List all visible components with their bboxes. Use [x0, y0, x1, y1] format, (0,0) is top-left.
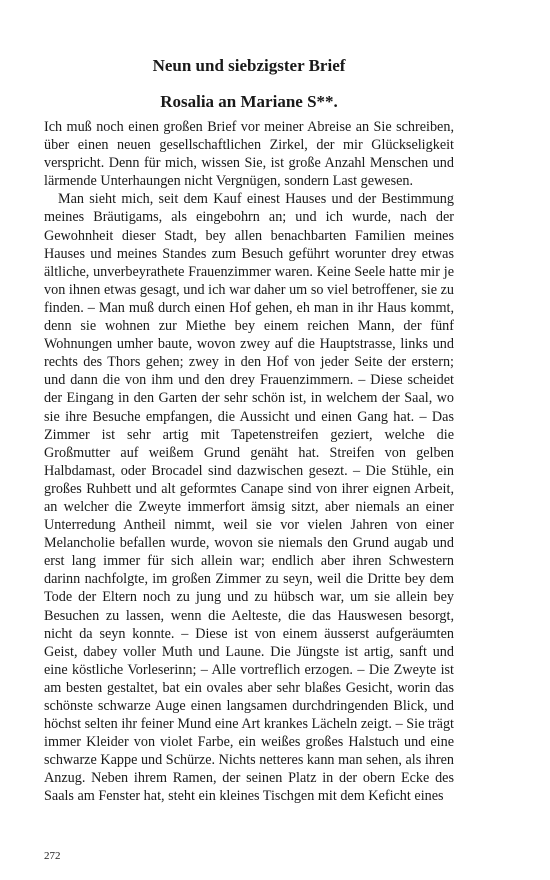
paragraph: Ich muß noch einen großen Brief vor meiner Abreise an Sie schreiben, über einen neuen gesellschaftlichen Zirkel, der mir Glückseligkeit verspricht. Denn für mich, wissen Sie, ist große Anzahl Menschen und lärmende Unterhaungen nicht Vergnügen, sondern Last gewesen.: [44, 119, 454, 190]
body-text: [44, 118, 454, 806]
letter-heading: Rosalia an Mariane S**.: [160, 92, 338, 111]
paragraph: Man sieht mich, seit dem Kauf einest Hauses und der Bestimmung meines Bräutigams, als eingebohrn an; und ich wurde, nach der Gewohnheit dieser Stadt, bey allen benachbarten Familien meines Hauses und meines Standes zum Besuch geführt worunter drey etwas ältliche, unverbeyrathete Frauenzimmer waren. Keine Seele hatte mir je von ihnen etwas gesagt, und ich war daher um so viel betroffener, sie zu finden. – Man muß durch einen Hof gehen, eh man in ihr Haus kommt, denn sie wohnen zur Miethe bey einem reichen Mann, der fünf Wohnungen umher baute, wovon zwey auf die Hauptstrasse, links und rechts des Thors gehen; zwey in den Hof von jeder Seite der erstern; und dann die von ihm und den drey Frauenzimmern. – Diese scheidet der Eingang in den Garten der sehr schön ist, in welchem der Saal, wo sie ihre Besuche empfangen, die Aussicht und einen Gang hat. – Das Zimmer ist sehr artig mit Tapetenstreifen geziert, welche die Großmutter auf weißem Grund genäht hat. Streifen von gelben Halbdamast, oder Brocadel sind dazwischen gesezt. – Die Stühle, ein großes Ruhbett und alt geformtes Canape sind von ihrer eignen Arbeit, an welcher die Zweyte immerfort ämsig sitzt, aber niemals an einer Unterredung Antheil nimmt, weil sie vor vielen Jahren von einer Melancholie befallen wurde, wovon sie niemals den Grund augab und erst lang immer für sich allein war; endlich aber ihren Schwestern darinn nachfolgte, im großen Zimmer zu seyn, weil die Dritte bey dem Tode der Eltern noch zu jung und zu hübsch war, um sie allein bey Besuchen zu lassen, wenn die Aelteste, die das Hauswesen besorgt, nicht da seyn konnte. – Diese ist von einem äusserst aufgeräumten Geist, dabey voller Muth und Laune. Die Jüngste ist artig, sanft und eine köstliche Vorleserinn; – Alle vortreflich erzogen. – Die Zweyte ist am besten gestaltet, bat ein ovales aber sehr blaßes Gesicht, worin das schönste schwarze Auge einen langsamen durchdringenden Blick, und höchst selten ihr feiner Mund eine Art krankes Lächeln zeigt. – Sie trägt immer Kleider von violet Farbe, ein weißes großes Halstuch und eine schwarze Kappe und Schürze. Nichts netteres kann man sehen, als ihren Anzug. Neben ihrem Ramen, der seinen Platz in der obern Ecke des Saals am Fenster hat, steht ein kleines Tischgen mit dem Keficht eines: [44, 191, 454, 805]
chapter-title: Neun und siebzigster Brief: [152, 56, 346, 75]
page-number: 272: [44, 850, 61, 862]
